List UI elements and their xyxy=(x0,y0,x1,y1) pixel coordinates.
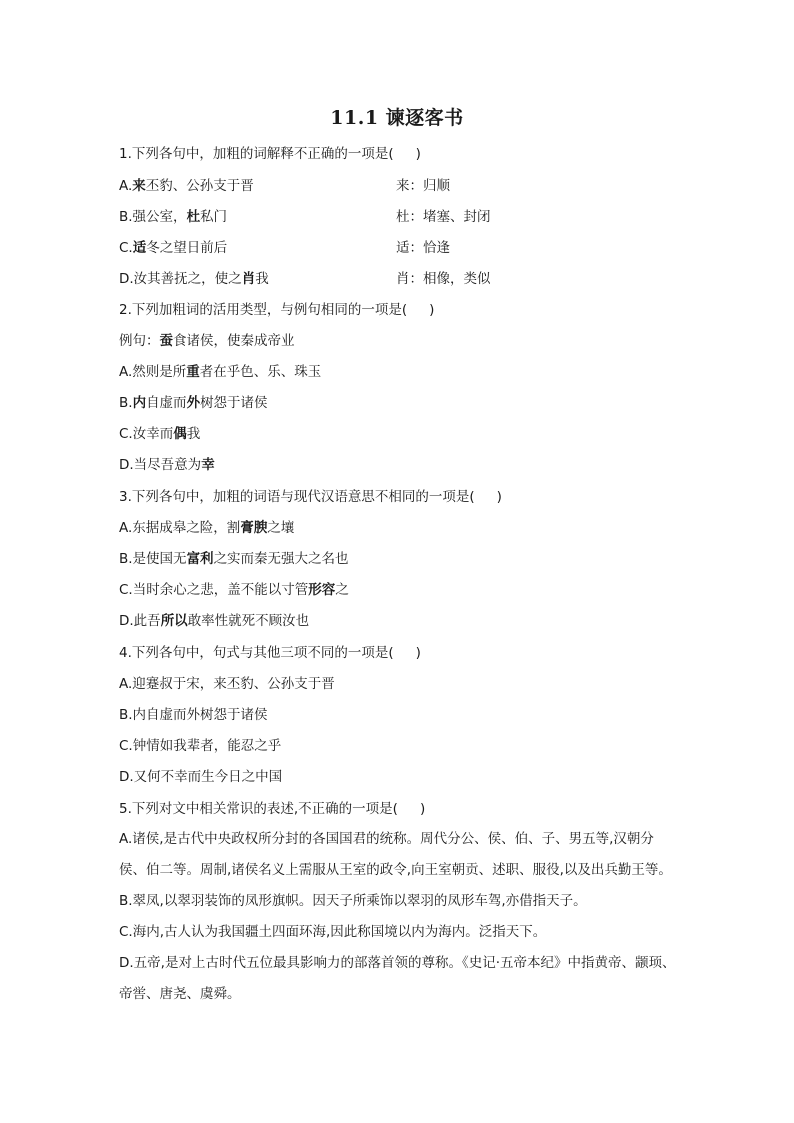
q1-gloss-d: 肖：相像，类似 xyxy=(396,271,491,287)
q4-option-b: B.内自虚而外树怨于诸侯 xyxy=(119,707,268,723)
q2-option-d: D.当尽吾意为幸 xyxy=(119,457,215,473)
q4-option-c: C.钟情如我辈者，能忍之乎 xyxy=(119,738,282,754)
q5-stem: 5.下列对文中相关常识的表述,不正确的一项是( ) xyxy=(119,801,426,817)
q5-option-c: C.海内,古人认为我国疆土四面环海,因此称国境以内为海内。泛指天下。 xyxy=(119,924,547,940)
q1-option-c: C.适冬之望日前后 xyxy=(119,240,228,256)
q1-gloss-b: 杜：堵塞、封闭 xyxy=(396,209,491,225)
q4-stem: 4.下列各句中，句式与其他三项不同的一项是( ) xyxy=(119,645,421,661)
q2-stem: 2.下列加粗词的活用类型，与例句相同的一项是( ) xyxy=(119,302,435,318)
q1-option-a: A.来丕豹、公孙支于晋 xyxy=(119,178,254,194)
q3-stem: 3.下列各句中，加粗的词语与现代汉语意思不相同的一项是( ) xyxy=(119,489,502,505)
q3-option-a: A.东据成皋之险，割膏腴之壤 xyxy=(119,520,295,536)
q3-option-c: C.当时余心之悲，盖不能以寸管形容之 xyxy=(119,582,349,598)
q3-option-b: B.是使国无富利之实而秦无强大之名也 xyxy=(119,551,349,567)
q5-option-d: D.五帝,是对上古时代五位最具影响力的部落首领的尊称。《史记·五帝本纪》中指黄帝、颛顼、帝喾、唐尧、虞舜。 xyxy=(119,955,676,1002)
q3-option-d: D.此吾所以敢率性就死不顾汝也 xyxy=(119,613,310,629)
q1-option-d: D.汝其善抚之，使之肖我 xyxy=(119,271,269,287)
q5-option-b: B.翠凤,以翠羽装饰的凤形旗帜。因天子所乘饰以翠羽的凤形车驾,亦借指天子。 xyxy=(119,893,587,909)
q4-option-a: A.迎蹇叔于宋，来丕豹、公孙支于晋 xyxy=(119,676,335,692)
q1-gloss-a: 来：归顺 xyxy=(396,178,450,194)
q4-option-d: D.又何不幸而生今日之中国 xyxy=(119,769,283,785)
q1-option-b: B.强公室，杜私门 xyxy=(119,209,228,225)
page-title: 11.1 谏逐客书 xyxy=(330,107,464,129)
q5-option-a: A.诸侯,是古代中央政权所分封的各国国君的统称。周代分公、侯、伯、子、男五等,汉朝分侯、伯二等。周制,诸侯名义上需服从王室的政令,向王室朝贡、述职、服役,以及出兵勤王等。 xyxy=(119,831,672,878)
q2-option-a: A.然则是所重者在乎色、乐、珠玉 xyxy=(119,364,322,380)
q1-stem: 1.下列各句中，加粗的词解释不正确的一项是( ) xyxy=(119,146,421,162)
q1-gloss-c: 适：恰逢 xyxy=(396,240,450,256)
q2-example: 例句：蚕食诸侯，使秦成帝业 xyxy=(119,333,295,349)
q2-option-b: B.内自虚而外树怨于诸侯 xyxy=(119,395,268,411)
q2-option-c: C.汝幸而偶我 xyxy=(119,426,201,442)
